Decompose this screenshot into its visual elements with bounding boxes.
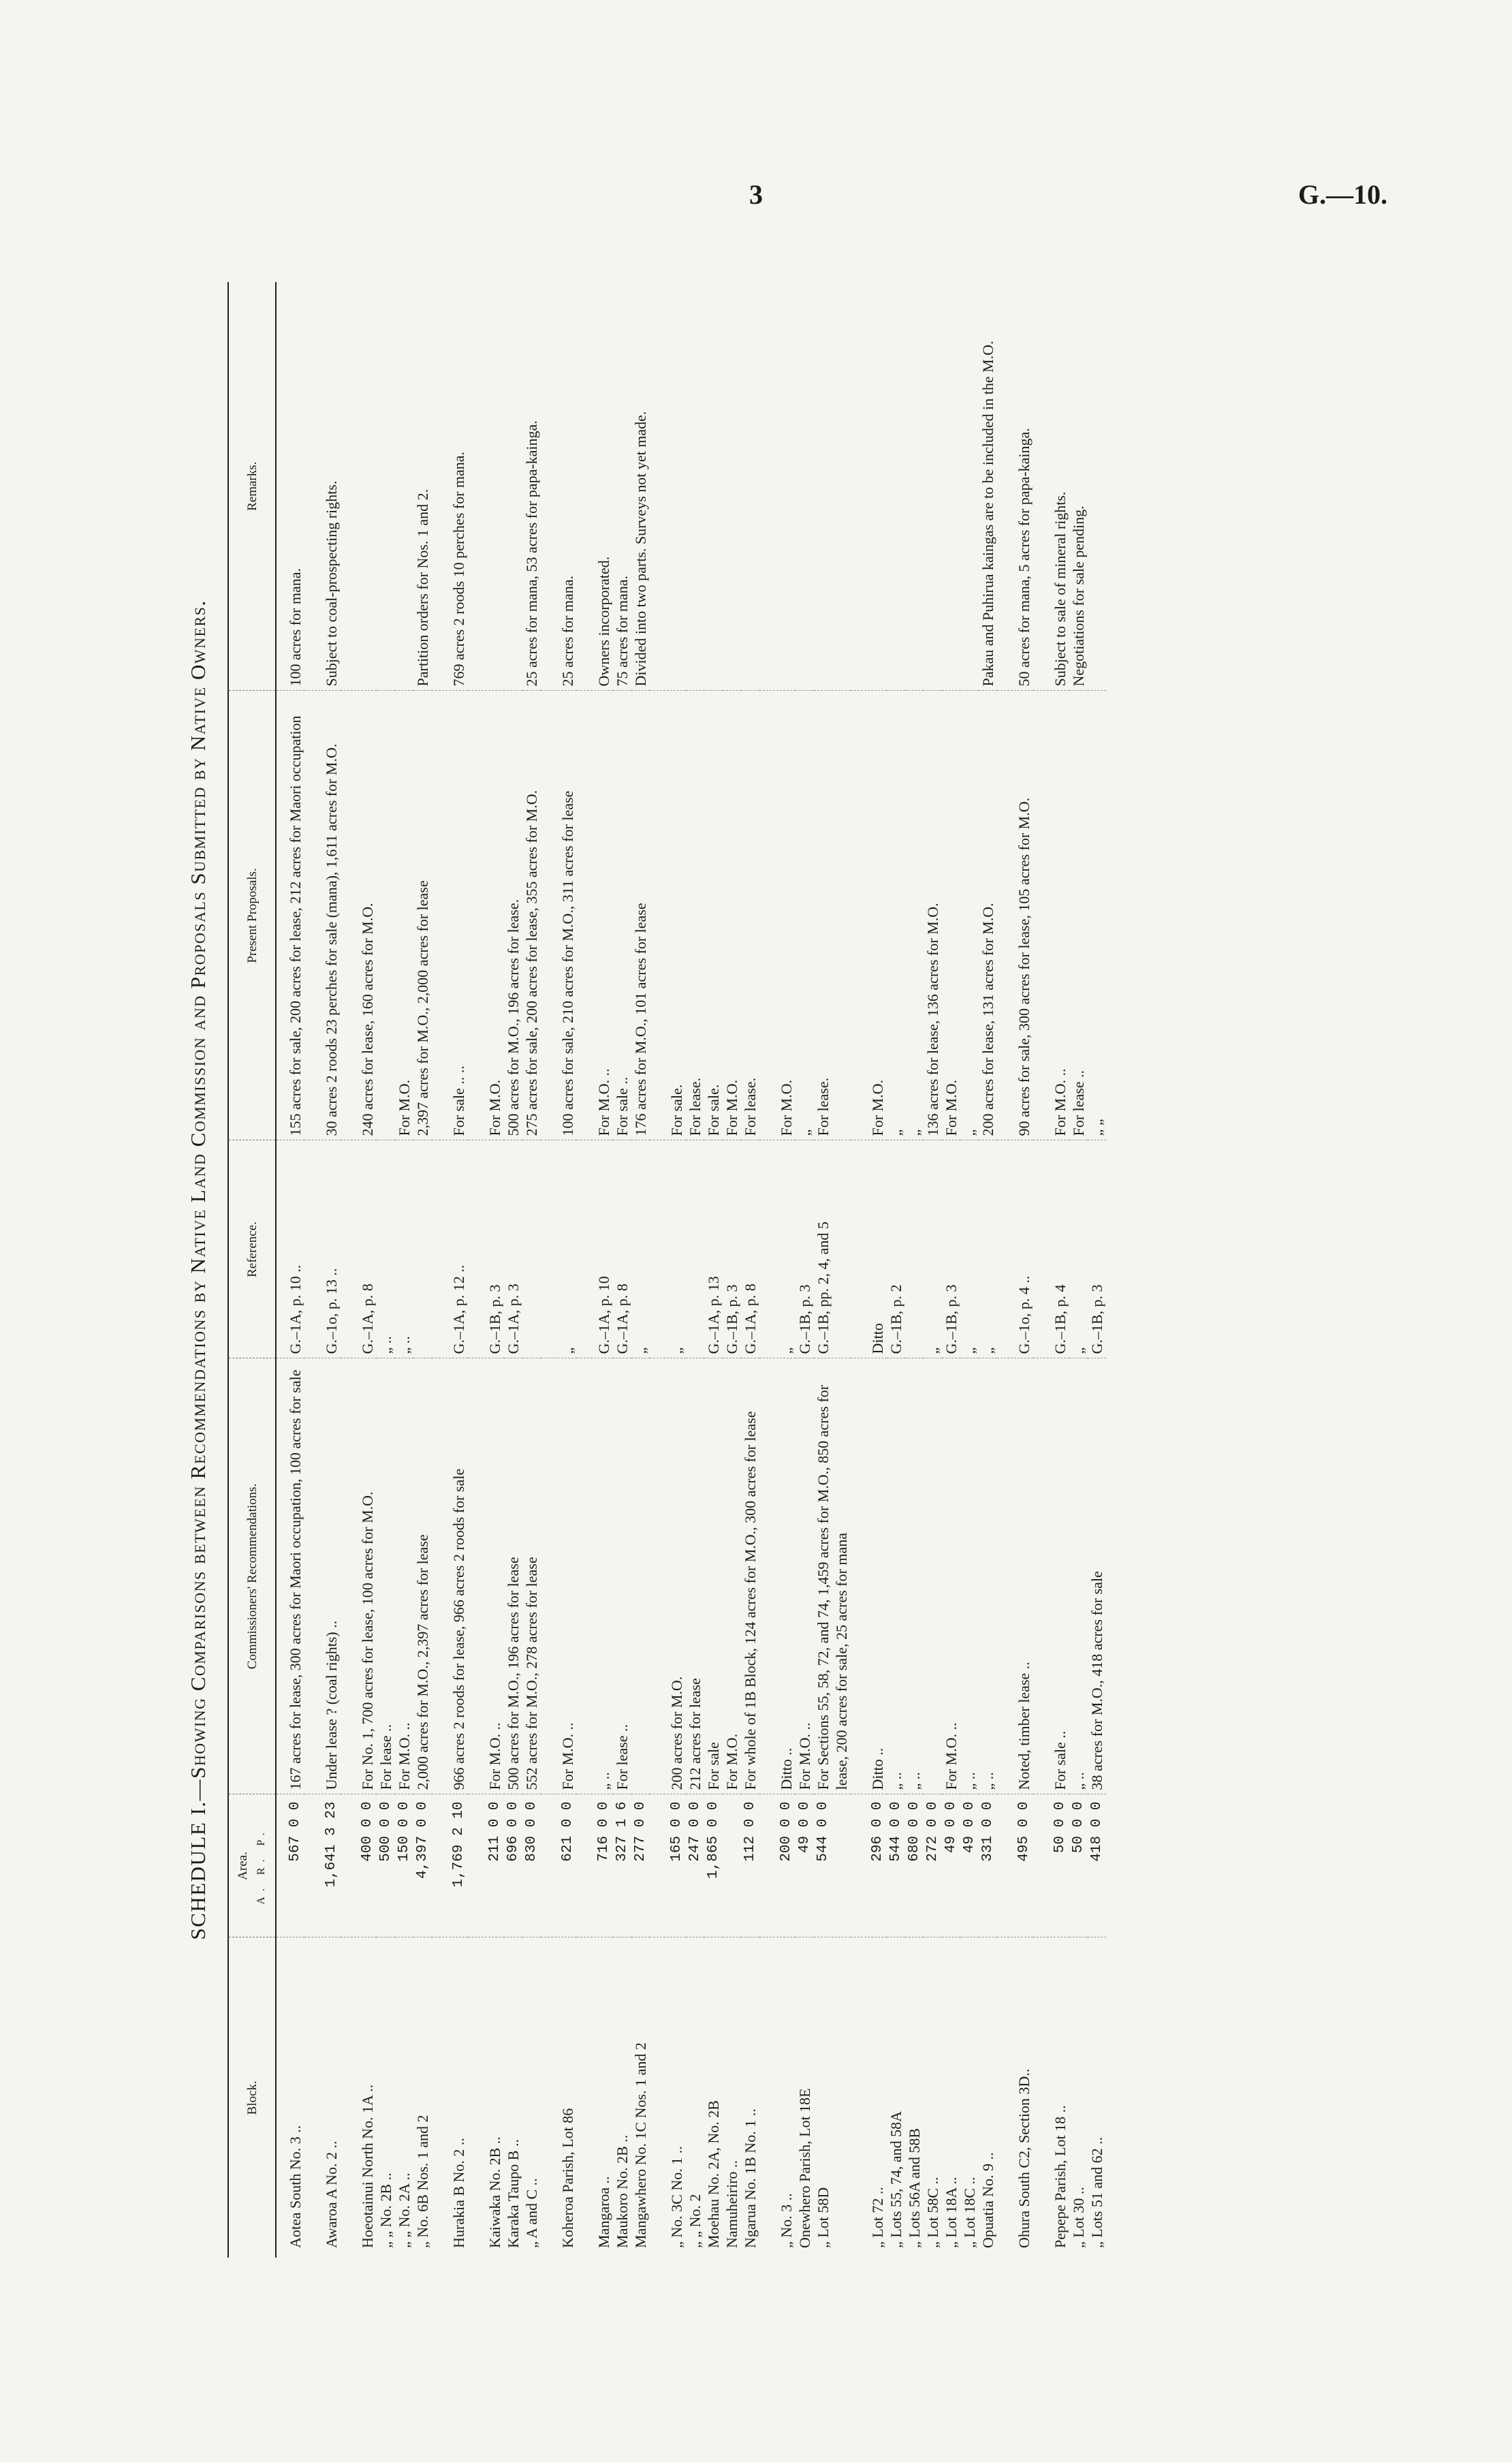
schedule-title: SCHEDULE I.—Showing Comparisons between Recommendations by Native Land Commission and Proposals Submitted by Native Owners. xyxy=(186,599,210,1940)
table-row xyxy=(997,282,1033,2258)
col-header-proposals: Present Proposals. xyxy=(228,691,276,1140)
table-row xyxy=(650,282,686,2258)
cell-proposals: For M.O. .. xyxy=(1033,691,1069,1140)
cell-remarks: 769 acres 2 roods 10 perches for mana. xyxy=(432,282,468,691)
cell-area: 211 0 0 xyxy=(468,1794,504,1937)
cell-remarks xyxy=(468,282,504,691)
cell-area: 49 0 0 xyxy=(942,1794,960,1937)
cell-proposals: „ xyxy=(887,691,905,1140)
cell-block: Hurakia B No. 2 .. xyxy=(450,2138,467,2248)
cell-proposals: 240 acres for lease, 160 acres for M.O. xyxy=(341,691,377,1140)
cell-commission: Ditto .. xyxy=(851,1358,887,1794)
cell-block: Opuatia No. 9 .. xyxy=(979,2152,996,2248)
cell-commission: For Sections 55, 58, 72, and 74, 1,459 acres for M.O., 850 acres for lease, 200 acres for sale, 25 acres for mana xyxy=(814,1358,851,1794)
table-row xyxy=(851,282,887,2258)
cell-area: 4,397 0 0 xyxy=(413,1794,432,1937)
cell-block: „ Lot 30 .. xyxy=(1070,2187,1087,2248)
cell-reference: „ .. xyxy=(377,1140,395,1358)
cell-reference: Ditto xyxy=(851,1140,887,1358)
table-row xyxy=(979,282,997,2258)
table-row xyxy=(924,282,942,2258)
table-row xyxy=(468,282,504,2258)
cell-commission: 212 acres for lease xyxy=(686,1358,704,1794)
cell-block: Namuheiriro .. xyxy=(723,2160,740,2248)
cell-reference xyxy=(905,1140,924,1358)
cell-remarks xyxy=(851,282,887,691)
cell-commission: 167 acres for lease, 300 acres for Maori occupation, 100 acres for sale xyxy=(276,1358,304,1794)
cell-reference: G.–1A, p. 10 xyxy=(577,1140,613,1358)
cell-block: „ No. 3 .. xyxy=(778,2193,795,2248)
cell-commission: For M.O. xyxy=(723,1358,741,1794)
cell-proposals: 100 acres for sale, 210 acres for M.O., 311 acres for lease xyxy=(541,691,577,1140)
cell-reference: „ .. xyxy=(395,1140,413,1358)
cell-proposals: For sale .. xyxy=(613,691,631,1140)
cell-reference: G.–1A, p. 13 xyxy=(704,1140,723,1358)
cell-reference: „ xyxy=(631,1140,650,1358)
cell-reference: „ xyxy=(924,1140,942,1358)
cell-commission: 500 acres for M.O., 196 acres for lease xyxy=(504,1358,522,1794)
cell-proposals: For M.O. xyxy=(759,691,796,1140)
cell-area: 418 0 0 xyxy=(1088,1794,1106,1937)
cell-area: 49 0 0 xyxy=(960,1794,979,1937)
cell-remarks xyxy=(395,282,413,691)
cell-block: Aotea South No. 3 .. xyxy=(287,2125,304,2248)
cell-proposals: 90 acres for sale, 300 acres for lease, 105 acres for M.O. xyxy=(997,691,1033,1140)
cell-proposals: 30 acres 2 roods 23 perches for sale (mana), 1,611 acres for M.O. xyxy=(304,691,341,1140)
cell-block: „ Lot 18C .. xyxy=(961,2177,978,2248)
cell-reference: G.–1B, p. 3 xyxy=(468,1140,504,1358)
cell-area: 200 0 0 xyxy=(759,1794,796,1937)
cell-commission: For sale xyxy=(704,1358,723,1794)
table-row xyxy=(905,282,924,2258)
table-row xyxy=(796,282,814,2258)
cell-block: Onewhero Parish, Lot 18E xyxy=(796,2088,813,2248)
cell-remarks: 75 acres for mana. xyxy=(613,282,631,691)
cell-remarks: 100 acres for mana. xyxy=(276,282,304,691)
table-row xyxy=(1033,282,1069,2258)
table-row xyxy=(887,282,905,2258)
cell-area: 50 0 0 xyxy=(1033,1794,1069,1937)
cell-commission: Under lease ? (coal rights) .. xyxy=(304,1358,341,1794)
cell-proposals: For sale. xyxy=(650,691,686,1140)
cell-commission: For No. 1, 700 acres for lease, 100 acres for M.O. xyxy=(341,1358,377,1794)
schedule-sheet xyxy=(169,282,1368,2258)
table-row xyxy=(741,282,759,2258)
cell-commission: For lease .. xyxy=(613,1358,631,1794)
cell-proposals: 275 acres for sale, 200 acres for lease, 355 acres for M.O. xyxy=(522,691,541,1140)
table-row xyxy=(276,282,304,2258)
cell-reference: G.–1B, p. 4 xyxy=(1033,1140,1069,1358)
cell-reference: G.–1A, p. 3 xyxy=(504,1140,522,1358)
cell-area: 544 0 0 xyxy=(887,1794,905,1937)
cell-remarks: Negotiations for sale pending. xyxy=(1069,282,1088,691)
cell-area: 544 0 0 xyxy=(814,1794,851,1937)
cell-remarks xyxy=(723,282,741,691)
cell-reference: „ xyxy=(541,1140,577,1358)
cell-reference: G.–1o, p. 13 .. xyxy=(304,1140,341,1358)
cell-block: „ Lot 58C .. xyxy=(924,2177,941,2248)
table-row xyxy=(522,282,541,2258)
cell-reference xyxy=(413,1140,432,1358)
cell-area: 296 0 0 xyxy=(851,1794,887,1937)
cell-block: Mangaroa .. xyxy=(595,2176,612,2248)
cell-reference: G.–1B, p. 3 xyxy=(942,1140,960,1358)
cell-commission: „ .. xyxy=(905,1358,924,1794)
cell-remarks xyxy=(887,282,905,691)
cell-block: „ Lots 56A and 58B xyxy=(906,2128,923,2248)
cell-block: „ Lots 51 and 62 .. xyxy=(1088,2136,1105,2248)
cell-remarks: Subject to sale of mineral rights. xyxy=(1033,282,1069,691)
cell-proposals: 136 acres for lease, 136 acres for M.O. xyxy=(924,691,942,1140)
cell-commission xyxy=(924,1358,942,1794)
cell-proposals: „ xyxy=(796,691,814,1140)
cell-remarks xyxy=(924,282,942,691)
cell-proposals: For lease. xyxy=(686,691,704,1140)
cell-area: 277 0 0 xyxy=(631,1794,650,1937)
cell-remarks: 25 acres for mana, 53 acres for papa-kainga. xyxy=(522,282,541,691)
cell-reference: „ xyxy=(960,1140,979,1358)
cell-remarks: 25 acres for mana. xyxy=(541,282,577,691)
cell-block: „ „ No. 2 xyxy=(687,2194,704,2248)
cell-commission: 200 acres for M.O. xyxy=(650,1358,686,1794)
cell-commission: 2,000 acres for M.O., 2,397 acres for lease xyxy=(413,1358,432,1794)
table-row xyxy=(395,282,413,2258)
cell-reference: G.–1B, p. 3 xyxy=(1088,1140,1106,1358)
table-row xyxy=(304,282,341,2258)
cell-remarks xyxy=(905,282,924,691)
cell-remarks: Divided into two parts. Surveys not yet made. xyxy=(631,282,650,691)
table-row xyxy=(341,282,377,2258)
cell-commission: For M.O. .. xyxy=(541,1358,577,1794)
document-code: G.—10. xyxy=(1298,179,1388,210)
cell-remarks xyxy=(504,282,522,691)
cell-reference: G.–1B, p. 3 xyxy=(796,1140,814,1358)
cell-remarks xyxy=(759,282,796,691)
cell-commission: For M.O. .. xyxy=(468,1358,504,1794)
cell-area: 830 0 0 xyxy=(522,1794,541,1937)
cell-reference: „ xyxy=(1069,1140,1088,1358)
cell-reference: „ xyxy=(759,1140,796,1358)
cell-reference: „ xyxy=(979,1140,997,1358)
cell-remarks xyxy=(341,282,377,691)
table-row xyxy=(960,282,979,2258)
header-row xyxy=(228,282,276,2258)
cell-block: „ Lot 72 .. xyxy=(869,2187,886,2248)
cell-reference xyxy=(522,1140,541,1358)
cell-area: 327 1 6 xyxy=(613,1794,631,1937)
table-row xyxy=(1088,282,1106,2258)
cell-remarks xyxy=(377,282,395,691)
cell-block: „ Lots 55, 74, and 58A xyxy=(887,2110,904,2248)
table-row xyxy=(723,282,741,2258)
cell-commission: 966 acres 2 roods for lease, 966 acres 2 roods for sale xyxy=(432,1358,468,1794)
col-header-remarks: Remarks. xyxy=(228,282,276,691)
cell-commission: For whole of 1B Block, 124 acres for M.O., 300 acres for lease xyxy=(741,1358,759,1794)
table-row xyxy=(432,282,468,2258)
cell-block: Kaiwaka No. 2B .. xyxy=(486,2136,503,2248)
cell-reference: G.–1B, p. 2 xyxy=(887,1140,905,1358)
cell-remarks xyxy=(960,282,979,691)
cell-commission: Noted, timber lease .. xyxy=(997,1358,1033,1794)
cell-area: 1,865 0 0 xyxy=(704,1794,723,1937)
cell-proposals: For lease .. xyxy=(1069,691,1088,1140)
cell-block: „ No. 3C No. 1 .. xyxy=(668,2146,685,2248)
cell-commission: Ditto .. xyxy=(759,1358,796,1794)
cell-proposals: 500 acres for M.O., 196 acres for lease. xyxy=(504,691,522,1140)
cell-reference xyxy=(686,1140,704,1358)
cell-area: 500 0 0 xyxy=(377,1794,395,1937)
cell-reference: G.–1A, p. 8 xyxy=(341,1140,377,1358)
cell-area: 112 0 0 xyxy=(741,1794,759,1937)
table-row xyxy=(631,282,650,2258)
cell-block: „ „ No. 2B .. xyxy=(377,2172,394,2248)
cell-reference: G.–1B, p. 3 xyxy=(723,1140,741,1358)
cell-commission: „ .. xyxy=(960,1358,979,1794)
cell-remarks: Partition orders for Nos. 1 and 2. xyxy=(413,282,432,691)
table-row xyxy=(1069,282,1088,2258)
cell-remarks: Owners incorporated. xyxy=(577,282,613,691)
cell-proposals: „ xyxy=(960,691,979,1140)
table-row xyxy=(504,282,522,2258)
cell-proposals xyxy=(377,691,395,1140)
cell-block: Mangawhero No. 1C Nos. 1 and 2 xyxy=(632,2042,649,2248)
table-row xyxy=(686,282,704,2258)
cell-area: 680 0 0 xyxy=(905,1794,924,1937)
cell-reference: „ xyxy=(650,1140,686,1358)
cell-remarks: 50 acres for mana, 5 acres for papa-kainga. xyxy=(997,282,1033,691)
cell-area: 400 0 0 xyxy=(341,1794,377,1937)
cell-commission: For M.O. .. xyxy=(942,1358,960,1794)
cell-commission: For M.O. .. xyxy=(395,1358,413,1794)
page-number: 3 xyxy=(749,179,763,210)
cell-remarks: Pakau and Puhirua kaingas are to be included in the M.O. xyxy=(979,282,997,691)
cell-area: 247 0 0 xyxy=(686,1794,704,1937)
cell-proposals: For sale .. .. xyxy=(432,691,468,1140)
cell-area: 567 0 0 xyxy=(276,1794,304,1937)
cell-area xyxy=(723,1794,741,1937)
cell-proposals: „ xyxy=(905,691,924,1140)
cell-remarks xyxy=(650,282,686,691)
col-header-reference: Reference. xyxy=(228,1140,276,1358)
cell-commission: „ .. xyxy=(1069,1358,1088,1794)
cell-reference: G.–1A, p. 12 .. xyxy=(432,1140,468,1358)
cell-proposals: For M.O. .. xyxy=(577,691,613,1140)
cell-area: 50 0 0 xyxy=(1069,1794,1088,1937)
cell-remarks xyxy=(741,282,759,691)
col-header-commission: Commissioners' Recommendations. xyxy=(228,1358,276,1794)
cell-proposals: For M.O. xyxy=(851,691,887,1140)
cell-area: 150 0 0 xyxy=(395,1794,413,1937)
cell-remarks xyxy=(796,282,814,691)
cell-commission: For lease .. xyxy=(377,1358,395,1794)
cell-proposals: For M.O. xyxy=(395,691,413,1140)
cell-area: 272 0 0 xyxy=(924,1794,942,1937)
table-row xyxy=(759,282,796,2258)
cell-reference: G.–1A, p. 10 .. xyxy=(276,1140,304,1358)
cell-block: Moehau No. 2A, No. 2B xyxy=(705,2100,722,2248)
cell-proposals: For M.O. xyxy=(942,691,960,1140)
cell-commission: 552 acres for M.O., 278 acres for lease xyxy=(522,1358,541,1794)
table-row xyxy=(613,282,631,2258)
schedule-table xyxy=(227,282,1106,2258)
cell-reference: G.–1o, p. 4 .. xyxy=(997,1140,1033,1358)
cell-remarks xyxy=(814,282,851,691)
table-row xyxy=(413,282,432,2258)
table-row xyxy=(942,282,960,2258)
cell-reference: G.–1B, pp. 2, 4, and 5 xyxy=(814,1140,851,1358)
cell-remarks: Subject to coal-prospecting rights. xyxy=(304,282,341,691)
cell-block: Awaroa A No. 2 .. xyxy=(323,2140,340,2248)
table-row xyxy=(704,282,723,2258)
table-row xyxy=(377,282,395,2258)
cell-commission xyxy=(631,1358,650,1794)
cell-block: Maukoro No. 2B .. xyxy=(614,2134,631,2248)
cell-proposals: For M.O. xyxy=(468,691,504,1140)
cell-block: Ohura South C2, Section 3D.. xyxy=(1015,2068,1033,2248)
cell-remarks xyxy=(686,282,704,691)
cell-area: 495 0 0 xyxy=(997,1794,1033,1937)
cell-proposals: For lease. xyxy=(741,691,759,1140)
cell-area: 331 0 0 xyxy=(979,1794,997,1937)
cell-remarks xyxy=(942,282,960,691)
cell-commission: For M.O. .. xyxy=(796,1358,814,1794)
cell-proposals: 155 acres for sale, 200 acres for lease, 212 acres for Maori occupation xyxy=(276,691,304,1140)
cell-block: Ngarua No. 1B No. 1 .. xyxy=(742,2108,759,2248)
cell-commission: 38 acres for M.O., 418 acres for sale xyxy=(1088,1358,1106,1794)
cell-block: Karaka Taupo B .. xyxy=(505,2139,522,2248)
cell-block: Koheroa Parish, Lot 86 xyxy=(559,2108,576,2248)
cell-remarks xyxy=(704,282,723,691)
cell-commission: „ .. xyxy=(887,1358,905,1794)
cell-block: „ No. 6B Nos. 1 and 2 xyxy=(414,2115,431,2248)
cell-commission: For sale .. xyxy=(1033,1358,1069,1794)
cell-block: Hoeotainui North No. 1A .. xyxy=(359,2084,376,2248)
area-units: A. R. P. xyxy=(255,1827,267,1905)
cell-proposals: For M.O. xyxy=(723,691,741,1140)
cell-area: 696 0 0 xyxy=(504,1794,522,1937)
cell-block: „ „ No. 2A .. xyxy=(396,2172,413,2248)
cell-block: Pepepe Parish, Lot 18 .. xyxy=(1052,2105,1069,2248)
schedule-body xyxy=(276,282,1106,2258)
cell-proposals: „ „ xyxy=(1088,691,1106,1140)
cell-area: 716 0 0 xyxy=(577,1794,613,1937)
cell-proposals: 176 acres for M.O., 101 acres for lease xyxy=(631,691,650,1140)
col-header-block: Block. xyxy=(228,1937,276,2258)
cell-area: 1,641 3 23 xyxy=(304,1794,341,1937)
cell-proposals: For lease. xyxy=(814,691,851,1140)
cell-commission: „ .. xyxy=(979,1358,997,1794)
cell-remarks xyxy=(1088,282,1106,691)
table-row xyxy=(577,282,613,2258)
table-row xyxy=(814,282,851,2258)
cell-area: 1,769 2 10 xyxy=(432,1794,468,1937)
cell-block: „ Lot 58D xyxy=(815,2187,832,2248)
cell-area: 49 0 0 xyxy=(796,1794,814,1937)
cell-block: „ Lot 18A .. xyxy=(943,2177,960,2248)
cell-reference: G.–1A, p. 8 xyxy=(741,1140,759,1358)
col-header-area: Area. A. R. P. xyxy=(228,1794,276,1937)
cell-area: 165 0 0 xyxy=(650,1794,686,1937)
cell-proposals: 200 acres for lease, 131 acres for M.O. xyxy=(979,691,997,1140)
cell-area: 621 0 0 xyxy=(541,1794,577,1937)
cell-proposals: 2,397 acres for M.O., 2,000 acres for lease xyxy=(413,691,432,1140)
table-row xyxy=(541,282,577,2258)
cell-proposals: For sale. xyxy=(704,691,723,1140)
cell-block: „ A and C .. xyxy=(523,2178,540,2248)
cell-reference: G.–1A, p. 8 xyxy=(613,1140,631,1358)
cell-commission: „ .. xyxy=(577,1358,613,1794)
